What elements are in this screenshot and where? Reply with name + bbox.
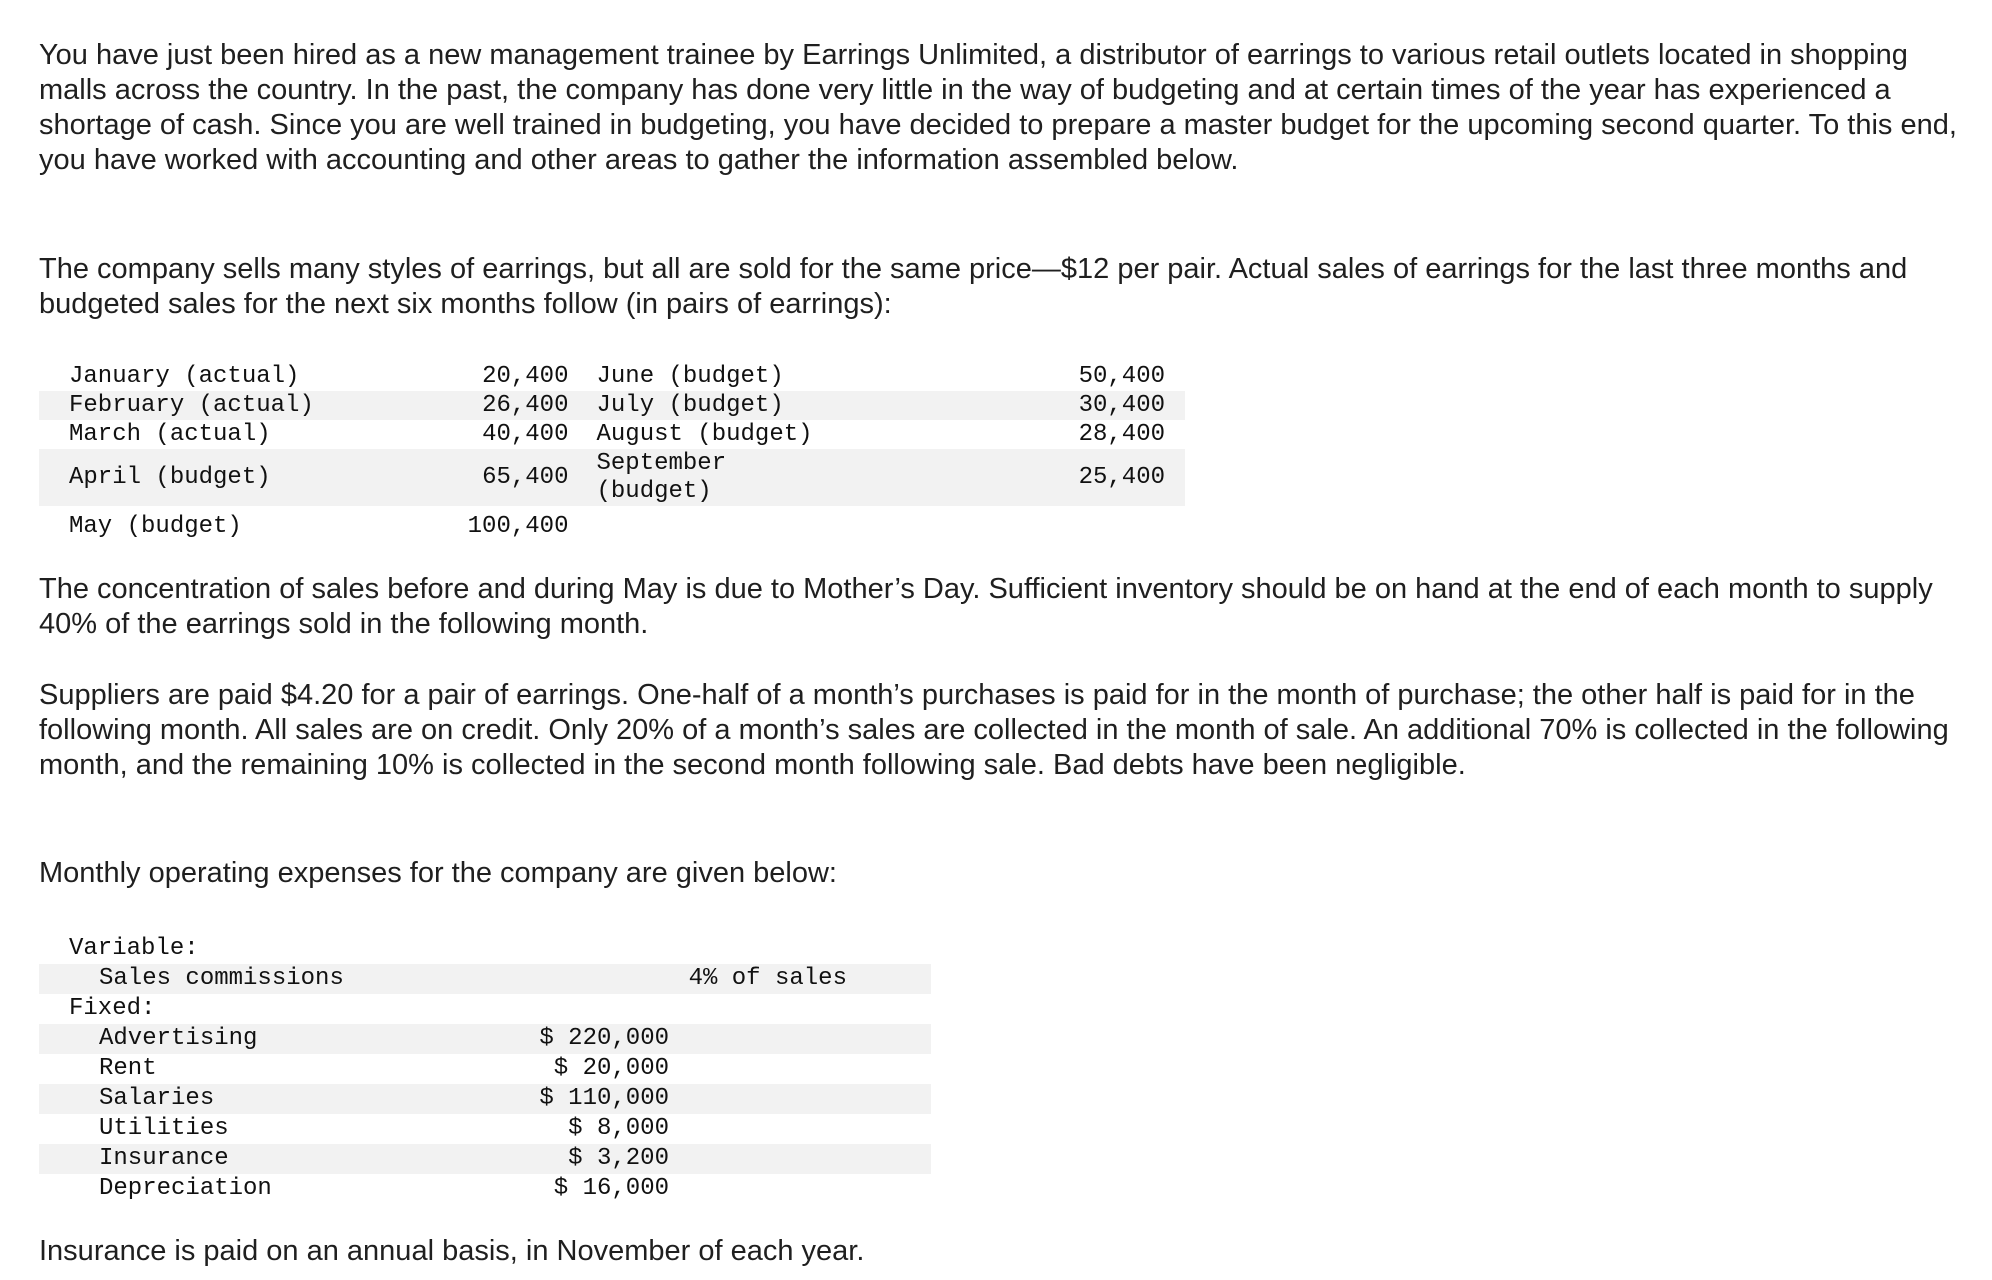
month-label [583,449,869,506]
sales-table [39,362,1185,546]
month-label: August (budget) [596,421,813,448]
table-row [39,1114,931,1144]
table-row [39,994,931,1024]
expense-value: $ 3,200 [539,1144,669,1174]
expense-label: Rent [99,1055,157,1082]
operating-expenses-table [39,934,931,1204]
table-row [39,1084,931,1114]
sales-value: 26,400 [446,391,583,420]
month-label: July (budget) [583,391,869,420]
table-row [39,391,1185,420]
expense-label: Utilities [99,1115,229,1142]
month-label: June (budget) [596,363,784,390]
expense-value: $ 8,000 [568,1115,669,1142]
month-label: March (actual) [69,421,271,448]
sales-value: 50,400 [1078,363,1165,390]
month-label: January (actual) [69,363,300,390]
fixed-heading: Fixed: [69,995,156,1022]
table-row [39,506,1185,546]
sales-value: 28,400 [1078,421,1165,448]
variable-heading: Variable: [69,935,199,962]
expense-label: Insurance [39,1144,539,1174]
sales-value: 30,400 [869,391,1185,420]
sales-value: 20,400 [482,363,569,390]
intro-paragraph: You have just been hired as a new management trainee by Earrings Unlimited, a distributor of earrings to various retail outlets located in shopping malls across the country. In the past, the company has done very little in the way of budgeting and at certain times of the year has experienced a shortage of cash. Since you are well trained in budgeting, you have decided to prepare a master budget for the upcoming second quarter. To this end, you have worked with accounting and other areas to gather the information assembled below. [39,39,1957,176]
table-row [39,934,931,964]
table-row [39,420,1185,449]
month-label-line2: (budget) [596,477,712,505]
sales-value: 40,400 [482,421,569,448]
expense-label: Advertising [39,1024,539,1054]
sales-intro-paragraph: The company sells many styles of earrings, but all are sold for the same price—$12 per pair. Actual sales of earrings for the last three months and budgeted sales for the next six months follow (in pairs of earrings): [39,253,1908,320]
month-label: May (budget) [69,512,242,540]
table-row [39,1054,931,1084]
expenses-intro-paragraph: Monthly operating expenses for the company are given below: [39,857,837,889]
table-row [39,1144,931,1174]
month-label-line1: September [596,449,727,477]
expense-value: $ 220,000 [539,1025,669,1052]
expense-value: 4% of sales [669,964,931,994]
month-label: April (budget) [39,449,446,506]
table-row [39,449,1185,506]
sales-value: 100,400 [467,512,569,540]
table-row [39,1024,931,1054]
expense-value: $ 16,000 [553,1175,669,1202]
month-label: February (actual) [39,391,446,420]
table-row [39,964,931,994]
sales-value: 65,400 [446,449,583,506]
concentration-paragraph: The concentration of sales before and during May is due to Mother’s Day. Sufficient inventory should be on hand at the end of each month to supply 40% of the earrings sold in the following month. [39,573,1933,640]
expense-value: $ 110,000 [539,1085,669,1112]
sales-value: 25,400 [869,449,1185,506]
table-row [39,1174,931,1204]
suppliers-paragraph: Suppliers are paid $4.20 for a pair of earrings. One-half of a month’s purchases is paid for in the month of purchase; the other half is paid for in the following month. All sales are on credit. Only 20% of a month’s sales are collected in the month of sale. An additional 70% is collected in the following month, and the remaining 10% is collected in the second month following sale. Bad debts have been negligible. [39,679,1949,781]
insurance-paragraph: Insurance is paid on an annual basis, in November of each year. [39,1235,865,1267]
expense-label: Depreciation [99,1175,272,1202]
table-row [39,362,1185,391]
expense-label: Salaries [39,1084,539,1114]
expense-value: $ 20,000 [553,1055,669,1082]
expense-label: Sales commissions [39,964,539,994]
